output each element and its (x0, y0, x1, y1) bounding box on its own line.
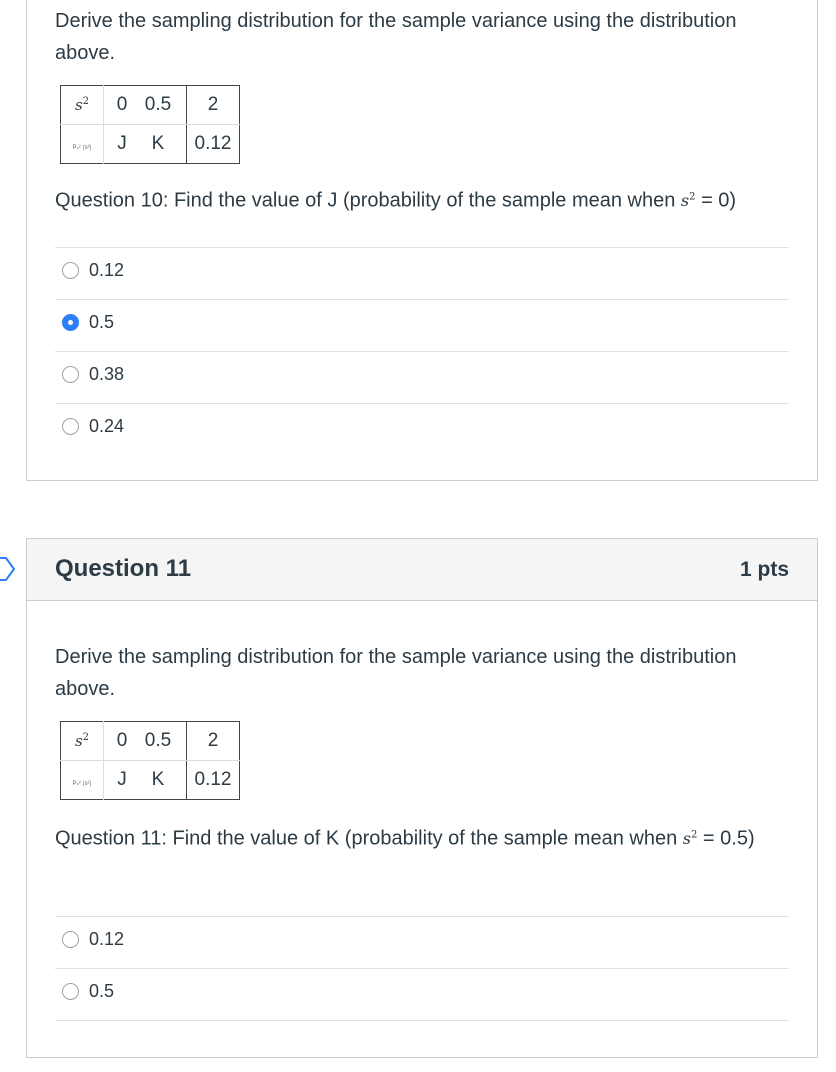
table-cell: J (104, 761, 135, 800)
table-cell: 0.12 (187, 761, 240, 800)
table-cell: 0.5 (134, 722, 187, 761)
question-10-intro: Derive the sampling distribution for the sample variance using the distribution above. (55, 10, 737, 64)
table-cell: 0 (104, 722, 135, 761)
radio-button[interactable] (62, 983, 79, 1000)
question-title: Question 11 (55, 555, 192, 582)
table-cell: 2 (187, 722, 240, 761)
table-prob-label: Pₛ² (s²) (72, 145, 92, 151)
answer-option (55, 1020, 789, 1072)
question-11-header (27, 539, 817, 601)
question-11-prompt: Question 11: Find the value of K (probability of the sample mean when $s^2 = 0.5$) (55, 827, 755, 850)
question-points: 1 pts (739, 558, 789, 581)
answer-label: 0.38 (89, 364, 125, 384)
table-s2-label: $s^2$ (61, 722, 104, 761)
table-cell: K (151, 769, 165, 790)
table-cell: K (151, 133, 165, 154)
answer-option[interactable] (55, 916, 789, 968)
answer-option[interactable] (55, 299, 789, 351)
table-cell: 2 (187, 86, 240, 125)
answer-option[interactable] (55, 247, 789, 299)
answer-option[interactable] (55, 351, 789, 403)
answer-option[interactable] (55, 403, 789, 455)
question-flag-icon[interactable] (0, 555, 16, 583)
table-cell: 0.5 (134, 86, 187, 125)
question-11-answers (55, 916, 789, 1072)
radio-button-selected[interactable] (62, 314, 79, 331)
question-10-answers (55, 247, 789, 455)
table-cell: 0.12 (187, 125, 240, 164)
distribution-table (60, 721, 240, 800)
answer-label: 0.24 (89, 416, 125, 436)
radio-button[interactable] (62, 418, 79, 435)
table-prob-label: Pₛ² (s²) (72, 781, 92, 787)
table-cell: 0 (104, 86, 135, 125)
table-cell: J (104, 125, 135, 164)
answer-option[interactable] (55, 968, 789, 1020)
question-11-body (55, 641, 789, 705)
answer-label: 0.12 (89, 929, 125, 949)
question-10-body (55, 5, 789, 69)
question-11-card (26, 538, 818, 1058)
answer-label: 0.5 (89, 312, 115, 332)
radio-button[interactable] (62, 931, 79, 948)
distribution-table (60, 85, 240, 164)
answer-label: 0.12 (89, 260, 125, 280)
question-11-intro: Derive the sampling distribution for the sample variance using the distribution above. (55, 646, 737, 700)
table-s2-label: $s^2$ (61, 86, 104, 125)
radio-button[interactable] (62, 366, 79, 383)
question-10-card (26, 0, 818, 481)
radio-button[interactable] (62, 262, 79, 279)
answer-label: 0.5 (89, 981, 115, 1001)
question-10-prompt: Question 10: Find the value of J (probability of the sample mean when $s^2 = 0$) (55, 189, 737, 212)
